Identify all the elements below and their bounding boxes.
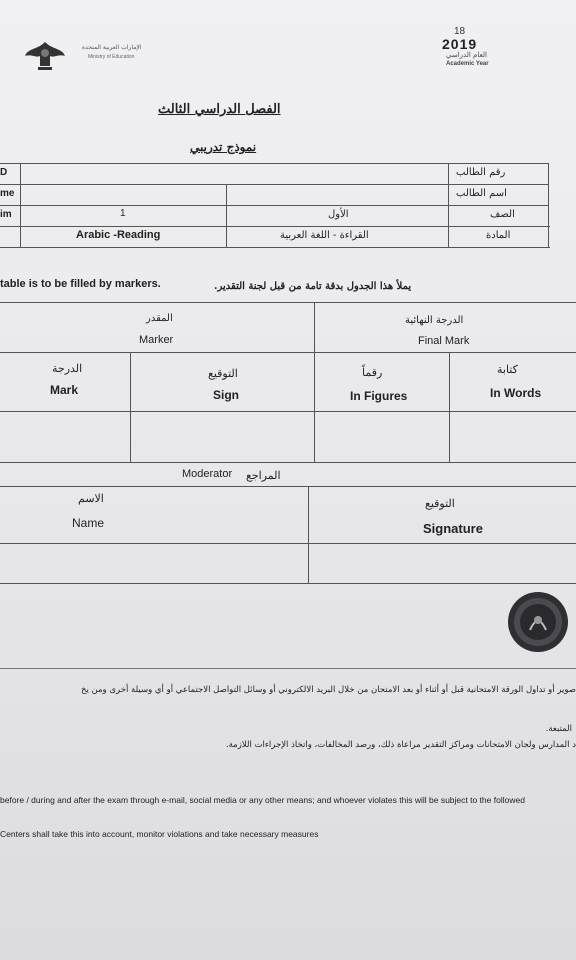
notice-ar-2: المتبعة. bbox=[545, 724, 572, 734]
ministry-name-ar: الإمارات العربية المتحدة bbox=[82, 44, 142, 51]
student-id-label-ar: رقم الطالب bbox=[456, 167, 506, 178]
mark-col-ar: الدرجة bbox=[52, 362, 83, 375]
markers-note-en: table is to be filled by markers. bbox=[0, 278, 161, 290]
grade-label-ar: الصف bbox=[490, 209, 515, 220]
grade-value-en: 1 bbox=[120, 208, 126, 219]
ministry-name-en: Ministry of Education bbox=[88, 54, 135, 60]
student-name-label-en: me bbox=[0, 188, 15, 199]
sample-title: نموذج تدريبي bbox=[190, 140, 257, 154]
emblem-logo bbox=[22, 40, 68, 72]
final-mark-header-en: Final Mark bbox=[418, 335, 470, 347]
name-label-ar: الاسم bbox=[78, 492, 104, 505]
marker-header-en: Marker bbox=[139, 334, 174, 346]
academic-year-ar: العام الدراسي bbox=[446, 51, 487, 59]
subject-label-ar: المادة bbox=[486, 230, 511, 241]
markers-note-ar: يملأ هذا الجدول بدقة تامة من قبل لجنة التقدير. bbox=[214, 281, 412, 292]
moderator-label-ar: المراجع bbox=[246, 469, 281, 482]
seal-stamp bbox=[506, 590, 570, 654]
page-number: 18 bbox=[454, 26, 466, 37]
notice-en-1: before / during and after the exam through e-mail, social media or any other means; and whoever violates this will be subject to the followed bbox=[0, 795, 525, 805]
name-label-en: Name bbox=[72, 516, 105, 530]
notice-ar-1: صوير أو تداول الورقة الامتحانية قبل أو أثناء أو بعد الامتحان من خلال البريد الالكتروني أو وسائل التواصل الاجتماعي أو أي وسيلة أخرى ومن يخ bbox=[80, 685, 576, 695]
sign-col-ar: التوقيع bbox=[208, 367, 238, 380]
subject-value-en: Arabic -Reading bbox=[76, 229, 161, 241]
in-figures-col-ar: رقماً bbox=[362, 366, 383, 379]
student-id-label-en: D bbox=[0, 167, 8, 178]
term-title: الفصل الدراسي الثالث bbox=[158, 102, 281, 117]
in-figures-col-en: In Figures bbox=[350, 389, 408, 403]
in-words-col-en: In Words bbox=[490, 386, 542, 400]
in-words-col-ar: كتابة bbox=[497, 363, 518, 376]
subject-value-ar: القراءة - اللغة العربية bbox=[280, 230, 369, 241]
year: 2019 bbox=[442, 36, 478, 52]
signature-label-ar: التوقيع bbox=[425, 497, 455, 510]
sign-col-en: Sign bbox=[213, 388, 239, 402]
signature-label-en: Signature bbox=[423, 521, 483, 536]
notice-en-2: Centers shall take this into account, monitor violations and take necessary measures bbox=[0, 829, 319, 839]
mark-col-en: Mark bbox=[50, 383, 79, 397]
notice-ar-3: د المدارس ولجان الامتحانات ومراكز التقدير مراعاة ذلك، ورصد المخالفات، واتخاذ الإجراءات اللازمة. bbox=[225, 740, 576, 750]
student-name-label-ar: اسم الطالب bbox=[456, 188, 507, 199]
marker-header-ar: المقدر bbox=[146, 313, 173, 324]
moderator-label-en: Moderator bbox=[182, 468, 233, 480]
grade-value-ar: الأول bbox=[328, 209, 349, 220]
final-mark-header-ar: الدرجة النهائية bbox=[405, 315, 464, 326]
academic-year-en: Academic Year bbox=[446, 61, 489, 67]
grade-label-en: im bbox=[0, 209, 12, 220]
